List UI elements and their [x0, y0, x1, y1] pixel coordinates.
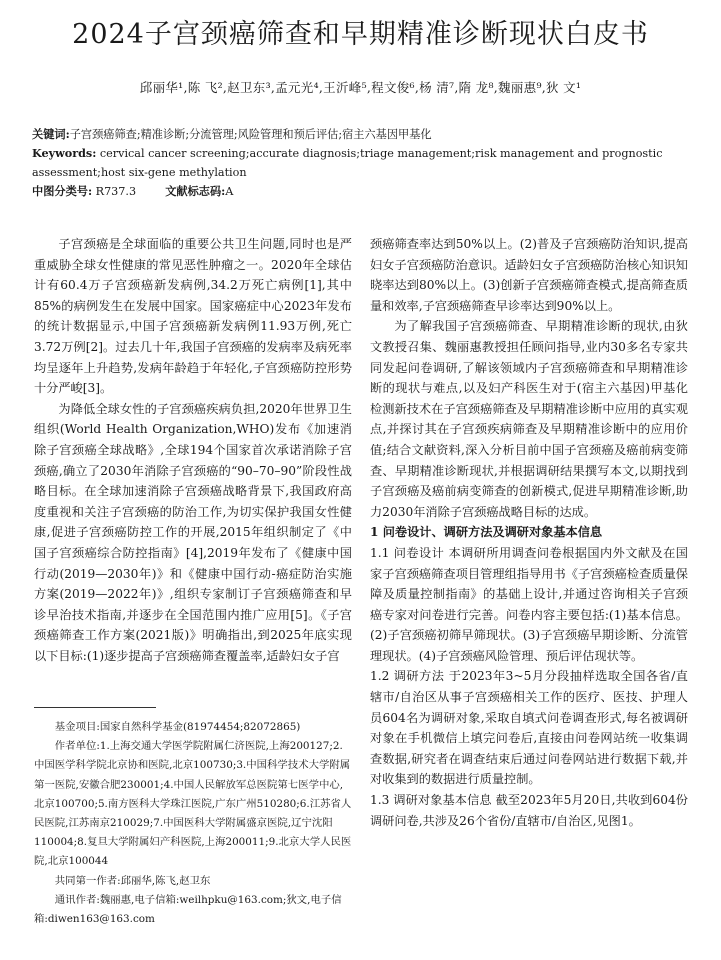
body-paragraph: 为了解我国子宫颈癌筛查、早期精准诊断的现状,由狄文教授召集、魏丽惠教授担任顾问指导,业内30多名专家共同发起问卷调研,了解该领域内子宫颈癌筛查和早期精准诊断的现状与难点,以及妇产科医生对于(宿主六基因)甲基化检测新技术在子宫颈癌筛查及早期精准诊断中应用的真实观点,并探讨其在子宫颈疾病筛查及早期精准诊断中的应用价值;结合文献资料,深入分析目前中国子宫颈癌及癌前病变筛查、早期精准诊断现状,并根据调研结果撰写本文,以期找到子宫颈癌及癌前病变筛查的创新模式,促进早期精准诊断,助力2030年消除子宫颈癌战略目标的达成。	[370, 319, 688, 519]
keywords-en-text: cervical cancer screening;accurate diagnosis;triage management;risk management and prognostic assessment;host six-gene methylation	[32, 147, 663, 179]
subsection-1-1: 1.1 问卷设计 本调研所用调查问卷根据国内外文献及在国家子宫颈癌筛查项目管理组指导用书《子宫颈癌检查质量保障及质量控制指南》的基础上设计,并通过咨询相关子宫颈癌专家对问卷进行完善。问卷内容主要包括:(1)基本信息。(2)子宫颈癌初筛早筛现状。(3)子宫颈癌早期诊断、分流管理现状。(4)子宫颈癌风险管理、预后评估现状等。	[370, 545, 688, 663]
right-column	[370, 234, 688, 831]
clc-label: 中图分类号:	[32, 184, 93, 198]
section-heading: 1 问卷设计、调研方法及调研对象基本信息	[370, 525, 603, 540]
corresponding-author: 通讯作者:魏丽惠,电子信箱:weilhpku@163.com;狄文,电子信箱:diwen163@163.com	[34, 893, 342, 926]
affiliations: 作者单位:1.上海交通大学医学院附属仁济医院,上海200127;2.中国医学科学院北京协和医院,北京100730;3.中国科学技术大学附属第一医院,安徽合肥230001;4.中国人民解放军总医院第七医学中心,北京100700;5.南方医科大学珠江医院,广东广州510280;6.江苏省人民医院,江苏南京210029;7.中国医科大学附属盛京医院,辽宁沈阳110004;8.复旦大学附属妇产科医院,上海200011;9.北京大学人民医院,北京100044	[34, 740, 352, 868]
paper-title: 2024子宫颈癌筛查和早期精准诊断现状白皮书	[72, 19, 649, 50]
classification-line	[32, 182, 692, 201]
subsection-1-3: 1.3 调研对象基本信息 截至2023年5月20日,共收到604份调研问卷,共涉及26个省份/直辖市/自治区,见图1。	[370, 793, 688, 828]
subsection-1-2: 1.2 调研方法 于2023年3~5月分段抽样选取全国各省/直辖市/自治区从事子宫颈癌相关工作的医疗、医技、护理人员604名为调研对象,采取自填式问卷调查形式,每名被调研对象在手机微信上填完问卷后,直接由问卷网站统一收集调查数据,研究者在调查结束后通过问卷网站进行数据下载,并对收集到的数据进行质量控制。	[370, 669, 688, 787]
body-paragraph: 子宫颈癌是全球面临的重要公共卫生问题,同时也是严重威胁全球女性健康的常见恶性肿瘤之一。2020年全球估计有60.4万子宫颈癌新发病例,34.2万死亡病例[1],其中85%的病例发生在发展中国家。国家癌症中心2023年发布的统计数据显示,中国子宫颈癌新发病例11.93万例,死亡3.72万例[2]。过去几十年,我国子宫颈癌的发病率及病死率均呈逐年上升趋势,发病年龄趋于年轻化,子宫颈癌防控形势十分严峻[3]。	[34, 237, 352, 396]
clc-value: R737.3	[95, 185, 137, 198]
left-column	[34, 234, 352, 666]
keywords-en-label: Keywords:	[32, 146, 97, 160]
fund-info: 基金项目:国家自然科学基金(81974454;82072865)	[54, 721, 301, 733]
co-first-authors: 共同第一作者:邱丽华,陈飞,赵卫东	[54, 874, 211, 887]
body-paragraph: 颈癌筛查率达到50%以上。(2)普及子宫颈癌防治知识,提高妇女子宫颈癌防治意识。适龄妇女子宫颈癌防治核心知识知晓率达到80%以上。(3)创新子宫颈癌筛查模式,提高筛查质量和效率,子宫颈癌筛查早诊率达到90%以上。	[370, 237, 688, 313]
keywords-en	[32, 144, 692, 182]
doc-code-label: 文献标志码:	[165, 184, 226, 198]
author-list: 邱丽华¹,陈 飞²,赵卫东³,孟元光⁴,王沂峰⁵,程文俊⁶,杨 清⁷,隋 龙⁸,魏丽惠⁹,狄 文¹	[139, 80, 582, 95]
keywords-cn-label: 关键词:	[32, 127, 70, 141]
keywords-cn	[32, 125, 692, 144]
keywords-cn-text: 子宫颈癌筛查;精准诊断;分流管理;风险管理和预后评估;宿主六基因甲基化	[69, 128, 432, 141]
keywords-block	[32, 125, 692, 201]
body-paragraph: 为降低全球女性的子宫颈癌疾病负担,2020年世界卫生组织(World Health Organization,WHO)发布《加速消除子宫颈癌全球战略》,全球194个国家首次承诺消除子宫颈癌,确立了2030年消除子宫颈癌的“90–70–90”阶段性战略目标。在全球加速消除子宫颈癌战略背景下,我国政府高度重视和关注子宫颈癌的防治工作,为切实保护我国女性健康,促进子宫颈癌防控工作的开展,2015年组织制定了《中国子宫颈癌综合防控指南》[4],2019年发布了《健康中国行动(2019—2030年)》和《健康中国行动-癌症防治实施方案(2019—2022年)》,组织专家制订子宫颈癌筛查和早诊早治技术指南,并逐步在全国范围内推广应用[5]。《子宫颈癌筛查工作方案(2021版)》明确指出,到2025年底实现以下目标:(1)逐步提高子宫颈癌筛查覆盖率,适龄妇女子宫	[34, 401, 352, 663]
footnote-divider	[34, 707, 156, 708]
doc-code-value: A	[225, 185, 234, 198]
footnote-block	[34, 718, 352, 929]
